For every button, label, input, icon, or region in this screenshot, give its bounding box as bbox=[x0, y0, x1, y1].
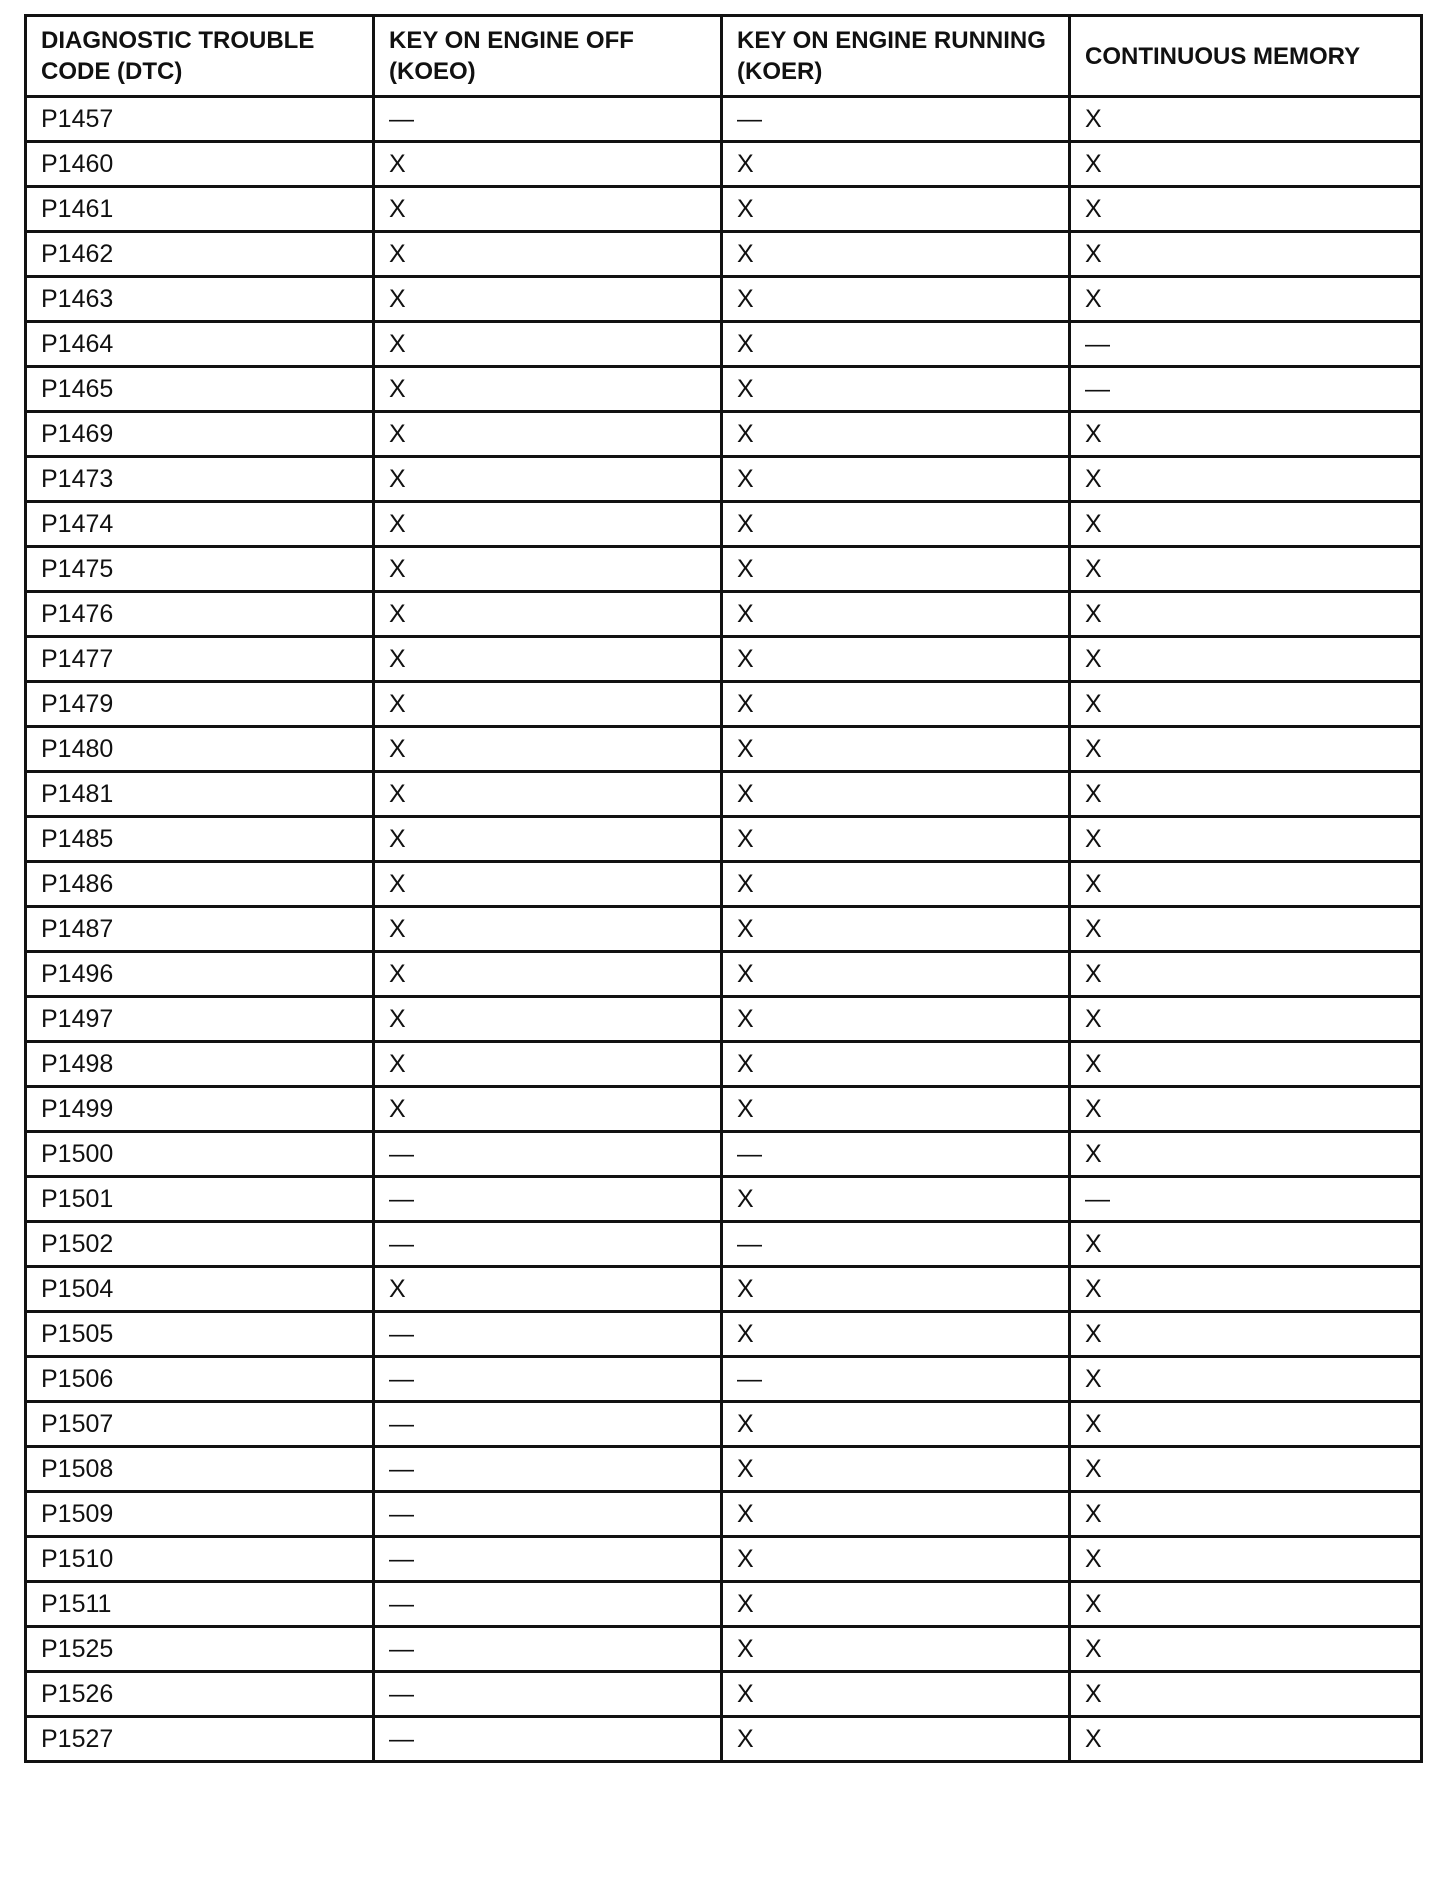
koer-cell: X bbox=[722, 682, 1070, 727]
dtc-code-cell: P1511 bbox=[26, 1582, 374, 1627]
table-row bbox=[26, 907, 1422, 952]
dtc-table bbox=[24, 14, 1423, 1763]
koer-cell: X bbox=[722, 547, 1070, 592]
continuous-memory-cell: X bbox=[1070, 502, 1422, 547]
koer-cell: X bbox=[722, 232, 1070, 277]
continuous-memory-cell: X bbox=[1070, 142, 1422, 187]
dtc-code-cell: P1481 bbox=[26, 772, 374, 817]
dtc-code-cell: P1502 bbox=[26, 1222, 374, 1267]
continuous-memory-cell: X bbox=[1070, 817, 1422, 862]
koer-cell: X bbox=[722, 502, 1070, 547]
koeo-cell: — bbox=[374, 1627, 722, 1672]
table-row bbox=[26, 457, 1422, 502]
continuous-memory-cell: X bbox=[1070, 457, 1422, 502]
koeo-cell: X bbox=[374, 457, 722, 502]
table-row bbox=[26, 1672, 1422, 1717]
koeo-cell: X bbox=[374, 1267, 722, 1312]
koer-cell: X bbox=[722, 772, 1070, 817]
koeo-cell: X bbox=[374, 277, 722, 322]
koer-cell: X bbox=[722, 277, 1070, 322]
table-row bbox=[26, 412, 1422, 457]
continuous-memory-cell: X bbox=[1070, 1582, 1422, 1627]
table-row bbox=[26, 1087, 1422, 1132]
dtc-code-cell: P1506 bbox=[26, 1357, 374, 1402]
continuous-memory-cell: X bbox=[1070, 547, 1422, 592]
dtc-code-cell: P1497 bbox=[26, 997, 374, 1042]
dtc-code-cell: P1480 bbox=[26, 727, 374, 772]
koeo-cell: X bbox=[374, 772, 722, 817]
dtc-code-cell: P1462 bbox=[26, 232, 374, 277]
continuous-memory-cell: — bbox=[1070, 1177, 1422, 1222]
dtc-code-cell: P1508 bbox=[26, 1447, 374, 1492]
koer-cell: X bbox=[722, 862, 1070, 907]
koeo-cell: X bbox=[374, 727, 722, 772]
continuous-memory-cell: X bbox=[1070, 232, 1422, 277]
koer-cell: X bbox=[722, 367, 1070, 412]
dtc-code-cell: P1461 bbox=[26, 187, 374, 232]
table-row bbox=[26, 727, 1422, 772]
dtc-code-cell: P1479 bbox=[26, 682, 374, 727]
table-row bbox=[26, 1402, 1422, 1447]
koer-cell: X bbox=[722, 322, 1070, 367]
dtc-code-cell: P1527 bbox=[26, 1717, 374, 1762]
koeo-cell: X bbox=[374, 367, 722, 412]
koer-cell: X bbox=[722, 1447, 1070, 1492]
header-continuous-memory: CONTINUOUS MEMORY bbox=[1070, 16, 1422, 97]
continuous-memory-cell: X bbox=[1070, 97, 1422, 142]
continuous-memory-cell: X bbox=[1070, 862, 1422, 907]
koeo-cell: X bbox=[374, 1042, 722, 1087]
continuous-memory-cell: X bbox=[1070, 772, 1422, 817]
table-row bbox=[26, 862, 1422, 907]
dtc-code-cell: P1496 bbox=[26, 952, 374, 997]
continuous-memory-cell: X bbox=[1070, 187, 1422, 232]
koer-cell: X bbox=[722, 1717, 1070, 1762]
dtc-code-cell: P1500 bbox=[26, 1132, 374, 1177]
koer-cell: X bbox=[722, 1537, 1070, 1582]
continuous-memory-cell: X bbox=[1070, 1087, 1422, 1132]
dtc-code-cell: P1464 bbox=[26, 322, 374, 367]
koeo-cell: — bbox=[374, 1132, 722, 1177]
table-row bbox=[26, 682, 1422, 727]
koer-cell: X bbox=[722, 457, 1070, 502]
koer-cell: X bbox=[722, 997, 1070, 1042]
header-row bbox=[26, 16, 1422, 97]
koer-cell: X bbox=[722, 952, 1070, 997]
dtc-code-cell: P1526 bbox=[26, 1672, 374, 1717]
table-row bbox=[26, 142, 1422, 187]
table-row bbox=[26, 817, 1422, 862]
koer-cell: — bbox=[722, 1222, 1070, 1267]
koeo-cell: X bbox=[374, 1087, 722, 1132]
table-row bbox=[26, 1312, 1422, 1357]
table-row bbox=[26, 997, 1422, 1042]
table-row bbox=[26, 1717, 1422, 1762]
koer-cell: X bbox=[722, 592, 1070, 637]
dtc-code-cell: P1477 bbox=[26, 637, 374, 682]
continuous-memory-cell: X bbox=[1070, 1267, 1422, 1312]
header-koer: KEY ON ENGINE RUNNING (KOER) bbox=[722, 16, 1070, 97]
table-row bbox=[26, 367, 1422, 412]
dtc-code-cell: P1476 bbox=[26, 592, 374, 637]
koeo-cell: — bbox=[374, 1177, 722, 1222]
koer-cell: X bbox=[722, 1402, 1070, 1447]
continuous-memory-cell: X bbox=[1070, 1627, 1422, 1672]
header-koeo: KEY ON ENGINE OFF (KOEO) bbox=[374, 16, 722, 97]
continuous-memory-cell: X bbox=[1070, 1717, 1422, 1762]
continuous-memory-cell: X bbox=[1070, 412, 1422, 457]
continuous-memory-cell: X bbox=[1070, 1357, 1422, 1402]
koer-cell: X bbox=[722, 1627, 1070, 1672]
dtc-code-cell: P1505 bbox=[26, 1312, 374, 1357]
table-row bbox=[26, 772, 1422, 817]
koer-cell: — bbox=[722, 1132, 1070, 1177]
koer-cell: X bbox=[722, 1492, 1070, 1537]
koer-cell: X bbox=[722, 1312, 1070, 1357]
continuous-memory-cell: X bbox=[1070, 1492, 1422, 1537]
table-row bbox=[26, 97, 1422, 142]
continuous-memory-cell: — bbox=[1070, 367, 1422, 412]
koeo-cell: — bbox=[374, 1447, 722, 1492]
dtc-code-cell: P1469 bbox=[26, 412, 374, 457]
dtc-code-cell: P1504 bbox=[26, 1267, 374, 1312]
dtc-code-cell: P1460 bbox=[26, 142, 374, 187]
table-row bbox=[26, 232, 1422, 277]
table-row bbox=[26, 502, 1422, 547]
continuous-memory-cell: — bbox=[1070, 322, 1422, 367]
koeo-cell: X bbox=[374, 817, 722, 862]
koeo-cell: X bbox=[374, 322, 722, 367]
table-row bbox=[26, 1357, 1422, 1402]
table-body bbox=[26, 97, 1422, 1762]
koer-cell: — bbox=[722, 1357, 1070, 1402]
koer-cell: X bbox=[722, 1177, 1070, 1222]
koeo-cell: X bbox=[374, 997, 722, 1042]
continuous-memory-cell: X bbox=[1070, 1537, 1422, 1582]
koer-cell: X bbox=[722, 1087, 1070, 1132]
koeo-cell: X bbox=[374, 682, 722, 727]
table-row bbox=[26, 277, 1422, 322]
koeo-cell: — bbox=[374, 1357, 722, 1402]
koer-cell: X bbox=[722, 187, 1070, 232]
table-row bbox=[26, 1492, 1422, 1537]
header-dtc: DIAGNOSTIC TROUBLE CODE (DTC) bbox=[26, 16, 374, 97]
continuous-memory-cell: X bbox=[1070, 997, 1422, 1042]
dtc-code-cell: P1475 bbox=[26, 547, 374, 592]
koeo-cell: — bbox=[374, 1222, 722, 1267]
dtc-code-cell: P1474 bbox=[26, 502, 374, 547]
dtc-code-cell: P1485 bbox=[26, 817, 374, 862]
koeo-cell: X bbox=[374, 187, 722, 232]
table-row bbox=[26, 952, 1422, 997]
table-row bbox=[26, 1582, 1422, 1627]
table-row bbox=[26, 187, 1422, 232]
table-row bbox=[26, 1132, 1422, 1177]
continuous-memory-cell: X bbox=[1070, 277, 1422, 322]
koeo-cell: X bbox=[374, 142, 722, 187]
dtc-code-cell: P1507 bbox=[26, 1402, 374, 1447]
koeo-cell: X bbox=[374, 952, 722, 997]
koeo-cell: X bbox=[374, 862, 722, 907]
koeo-cell: X bbox=[374, 592, 722, 637]
table-row bbox=[26, 1222, 1422, 1267]
continuous-memory-cell: X bbox=[1070, 952, 1422, 997]
koeo-cell: X bbox=[374, 232, 722, 277]
koeo-cell: — bbox=[374, 1582, 722, 1627]
dtc-code-cell: P1486 bbox=[26, 862, 374, 907]
continuous-memory-cell: X bbox=[1070, 1222, 1422, 1267]
continuous-memory-cell: X bbox=[1070, 682, 1422, 727]
koer-cell: X bbox=[722, 412, 1070, 457]
table-row bbox=[26, 1042, 1422, 1087]
continuous-memory-cell: X bbox=[1070, 1447, 1422, 1492]
koer-cell: X bbox=[722, 637, 1070, 682]
dtc-code-cell: P1499 bbox=[26, 1087, 374, 1132]
koeo-cell: — bbox=[374, 1672, 722, 1717]
koeo-cell: — bbox=[374, 1402, 722, 1447]
koeo-cell: — bbox=[374, 1312, 722, 1357]
koer-cell: X bbox=[722, 142, 1070, 187]
koeo-cell: X bbox=[374, 637, 722, 682]
continuous-memory-cell: X bbox=[1070, 1672, 1422, 1717]
koeo-cell: — bbox=[374, 1537, 722, 1582]
koer-cell: — bbox=[722, 97, 1070, 142]
continuous-memory-cell: X bbox=[1070, 1402, 1422, 1447]
dtc-code-cell: P1510 bbox=[26, 1537, 374, 1582]
koer-cell: X bbox=[722, 817, 1070, 862]
koeo-cell: — bbox=[374, 1717, 722, 1762]
dtc-code-cell: P1509 bbox=[26, 1492, 374, 1537]
table-row bbox=[26, 637, 1422, 682]
koeo-cell: X bbox=[374, 502, 722, 547]
continuous-memory-cell: X bbox=[1070, 1132, 1422, 1177]
koer-cell: X bbox=[722, 1672, 1070, 1717]
koer-cell: X bbox=[722, 727, 1070, 772]
table-row bbox=[26, 322, 1422, 367]
table-row bbox=[26, 1627, 1422, 1672]
dtc-code-cell: P1525 bbox=[26, 1627, 374, 1672]
table-row bbox=[26, 547, 1422, 592]
table-row bbox=[26, 1267, 1422, 1312]
table-header bbox=[26, 16, 1422, 97]
koer-cell: X bbox=[722, 1042, 1070, 1087]
koeo-cell: X bbox=[374, 907, 722, 952]
koeo-cell: — bbox=[374, 97, 722, 142]
table-row bbox=[26, 1447, 1422, 1492]
continuous-memory-cell: X bbox=[1070, 907, 1422, 952]
dtc-code-cell: P1457 bbox=[26, 97, 374, 142]
dtc-code-cell: P1501 bbox=[26, 1177, 374, 1222]
continuous-memory-cell: X bbox=[1070, 1042, 1422, 1087]
table-row bbox=[26, 1177, 1422, 1222]
koer-cell: X bbox=[722, 907, 1070, 952]
dtc-code-cell: P1473 bbox=[26, 457, 374, 502]
dtc-code-cell: P1463 bbox=[26, 277, 374, 322]
koer-cell: X bbox=[722, 1267, 1070, 1312]
koeo-cell: X bbox=[374, 412, 722, 457]
koeo-cell: — bbox=[374, 1492, 722, 1537]
dtc-code-cell: P1487 bbox=[26, 907, 374, 952]
dtc-code-cell: P1465 bbox=[26, 367, 374, 412]
continuous-memory-cell: X bbox=[1070, 727, 1422, 772]
continuous-memory-cell: X bbox=[1070, 592, 1422, 637]
continuous-memory-cell: X bbox=[1070, 1312, 1422, 1357]
table-row bbox=[26, 592, 1422, 637]
koer-cell: X bbox=[722, 1582, 1070, 1627]
table-row bbox=[26, 1537, 1422, 1582]
koeo-cell: X bbox=[374, 547, 722, 592]
dtc-code-cell: P1498 bbox=[26, 1042, 374, 1087]
continuous-memory-cell: X bbox=[1070, 637, 1422, 682]
